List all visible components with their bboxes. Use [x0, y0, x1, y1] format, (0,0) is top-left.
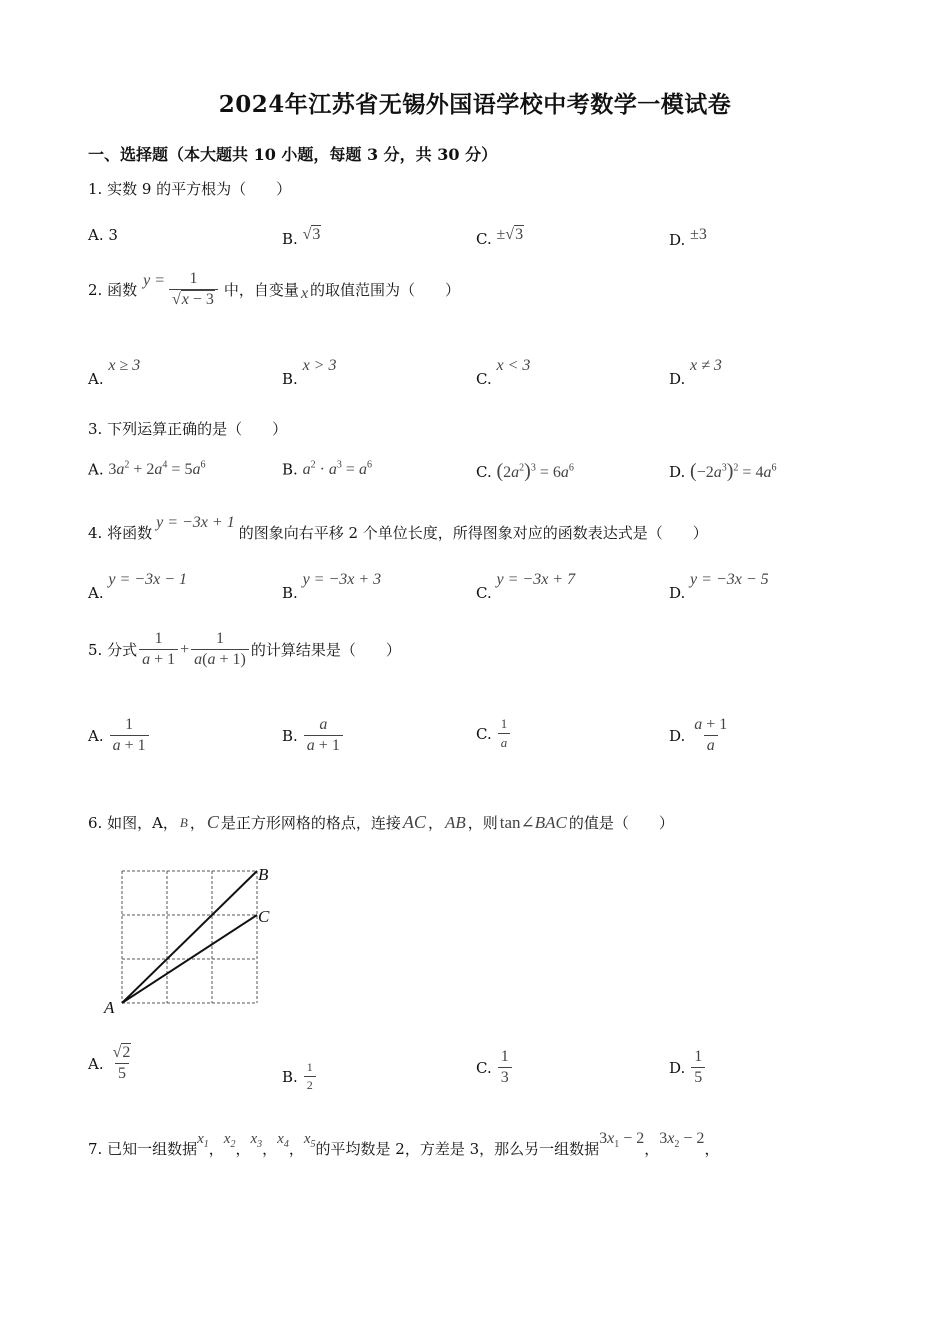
q3-option-b: B. $a^2 \cdot a^3 = a^6$ [282, 460, 372, 479]
label-b: B [258, 865, 269, 884]
q5-option-a: A. $\frac{1}{a + 1}$ [88, 716, 151, 755]
q5-option-b: B. $\frac{a}{a + 1}$ [282, 716, 345, 755]
q1-option-a: A. 3 [88, 226, 118, 244]
q1-option-c: C. ±√3 [476, 226, 524, 248]
grid-figure [100, 860, 290, 1020]
q6-option-a: A. $\frac{√2}{5}$ [88, 1044, 131, 1082]
q2-option-b: B. x > 3 [282, 357, 337, 388]
question-3-stem: 3. 下列运算正确的是（ ） [88, 420, 288, 438]
q2-option-d: D. x ≠ 3 [669, 357, 722, 388]
q6-option-d: D. $\frac{1}{5}$ [669, 1048, 707, 1087]
question-6-stem: 6. 如图，A， B ， C 是正方形网格的格点，连接 AC ， AB ，则 tan∠BAC 的值是（ ） [88, 812, 674, 832]
segment-ab [122, 871, 257, 1003]
page-title: 2024年江苏省无锡外国语学校中考数学一模试卷 [218, 91, 732, 118]
q3-option-d: D. $(-2a^3)^2 = 4a^6$ [669, 460, 777, 482]
q5-option-d: D. $\frac{a + 1}{a}$ [669, 716, 728, 754]
q1-option-d: D. ±3 [669, 226, 707, 249]
q1-option-b: B. √3 [282, 226, 321, 248]
label-a: A [104, 998, 115, 1017]
section-heading: 一、选择题（本大题共 10 小题，每题 3 分，共 30 分） [88, 145, 498, 164]
q4-option-b: B. y = −3x + 3 [282, 571, 382, 602]
q5-option-c: C. $\frac{1}{a}$ [476, 716, 512, 751]
question-1-stem: 1. 实数 9 的平方根为（ ） [88, 180, 292, 198]
question-2-stem: 2. 函数 y = $\frac{1}{√x - 3}$ 中，自变量 x 的取值范围为（ ） [88, 270, 461, 308]
q4-option-a: A. y = −3x − 1 [88, 571, 187, 602]
q4-option-c: C. y = −3x + 7 [476, 571, 576, 602]
q2-option-a: A. x ≥ 3 [88, 357, 141, 388]
q6-option-c: C. $\frac{1}{3}$ [476, 1048, 514, 1087]
question-4-stem: 4. 将函数 y = −3x + 1 的图象向右平移 2 个单位长度，所得图象对应的函数表达式是（ ） [88, 513, 708, 542]
q4-option-d: D. y = −3x − 5 [669, 571, 769, 602]
q3-option-a: A. $3a^2 + 2a^4 = 5a^6$ [88, 460, 206, 479]
q6-option-b: B. $\frac{1}{2}$ [282, 1060, 318, 1093]
q2-option-c: C. x < 3 [476, 357, 531, 388]
question-5-stem: 5. 分式 $\frac{1}{a + 1}$ + $\frac{1}{a(a + 1)}$ 的计算结果是（ ） [88, 630, 401, 668]
label-c: C [258, 907, 270, 926]
question-7-stem: 7. 已知一组数据 $x_1$ ， $x_2$ ， $x_3$ ， $x_4$ ， $x_5$ 的平均数是 2，方差是 3，那么另一组数据 $3x_1 - 2$ ， $3x_2 - 2$ ， [88, 1130, 720, 1158]
q3-option-c: C. $(2a^2)^3 = 6a^6$ [476, 460, 574, 482]
